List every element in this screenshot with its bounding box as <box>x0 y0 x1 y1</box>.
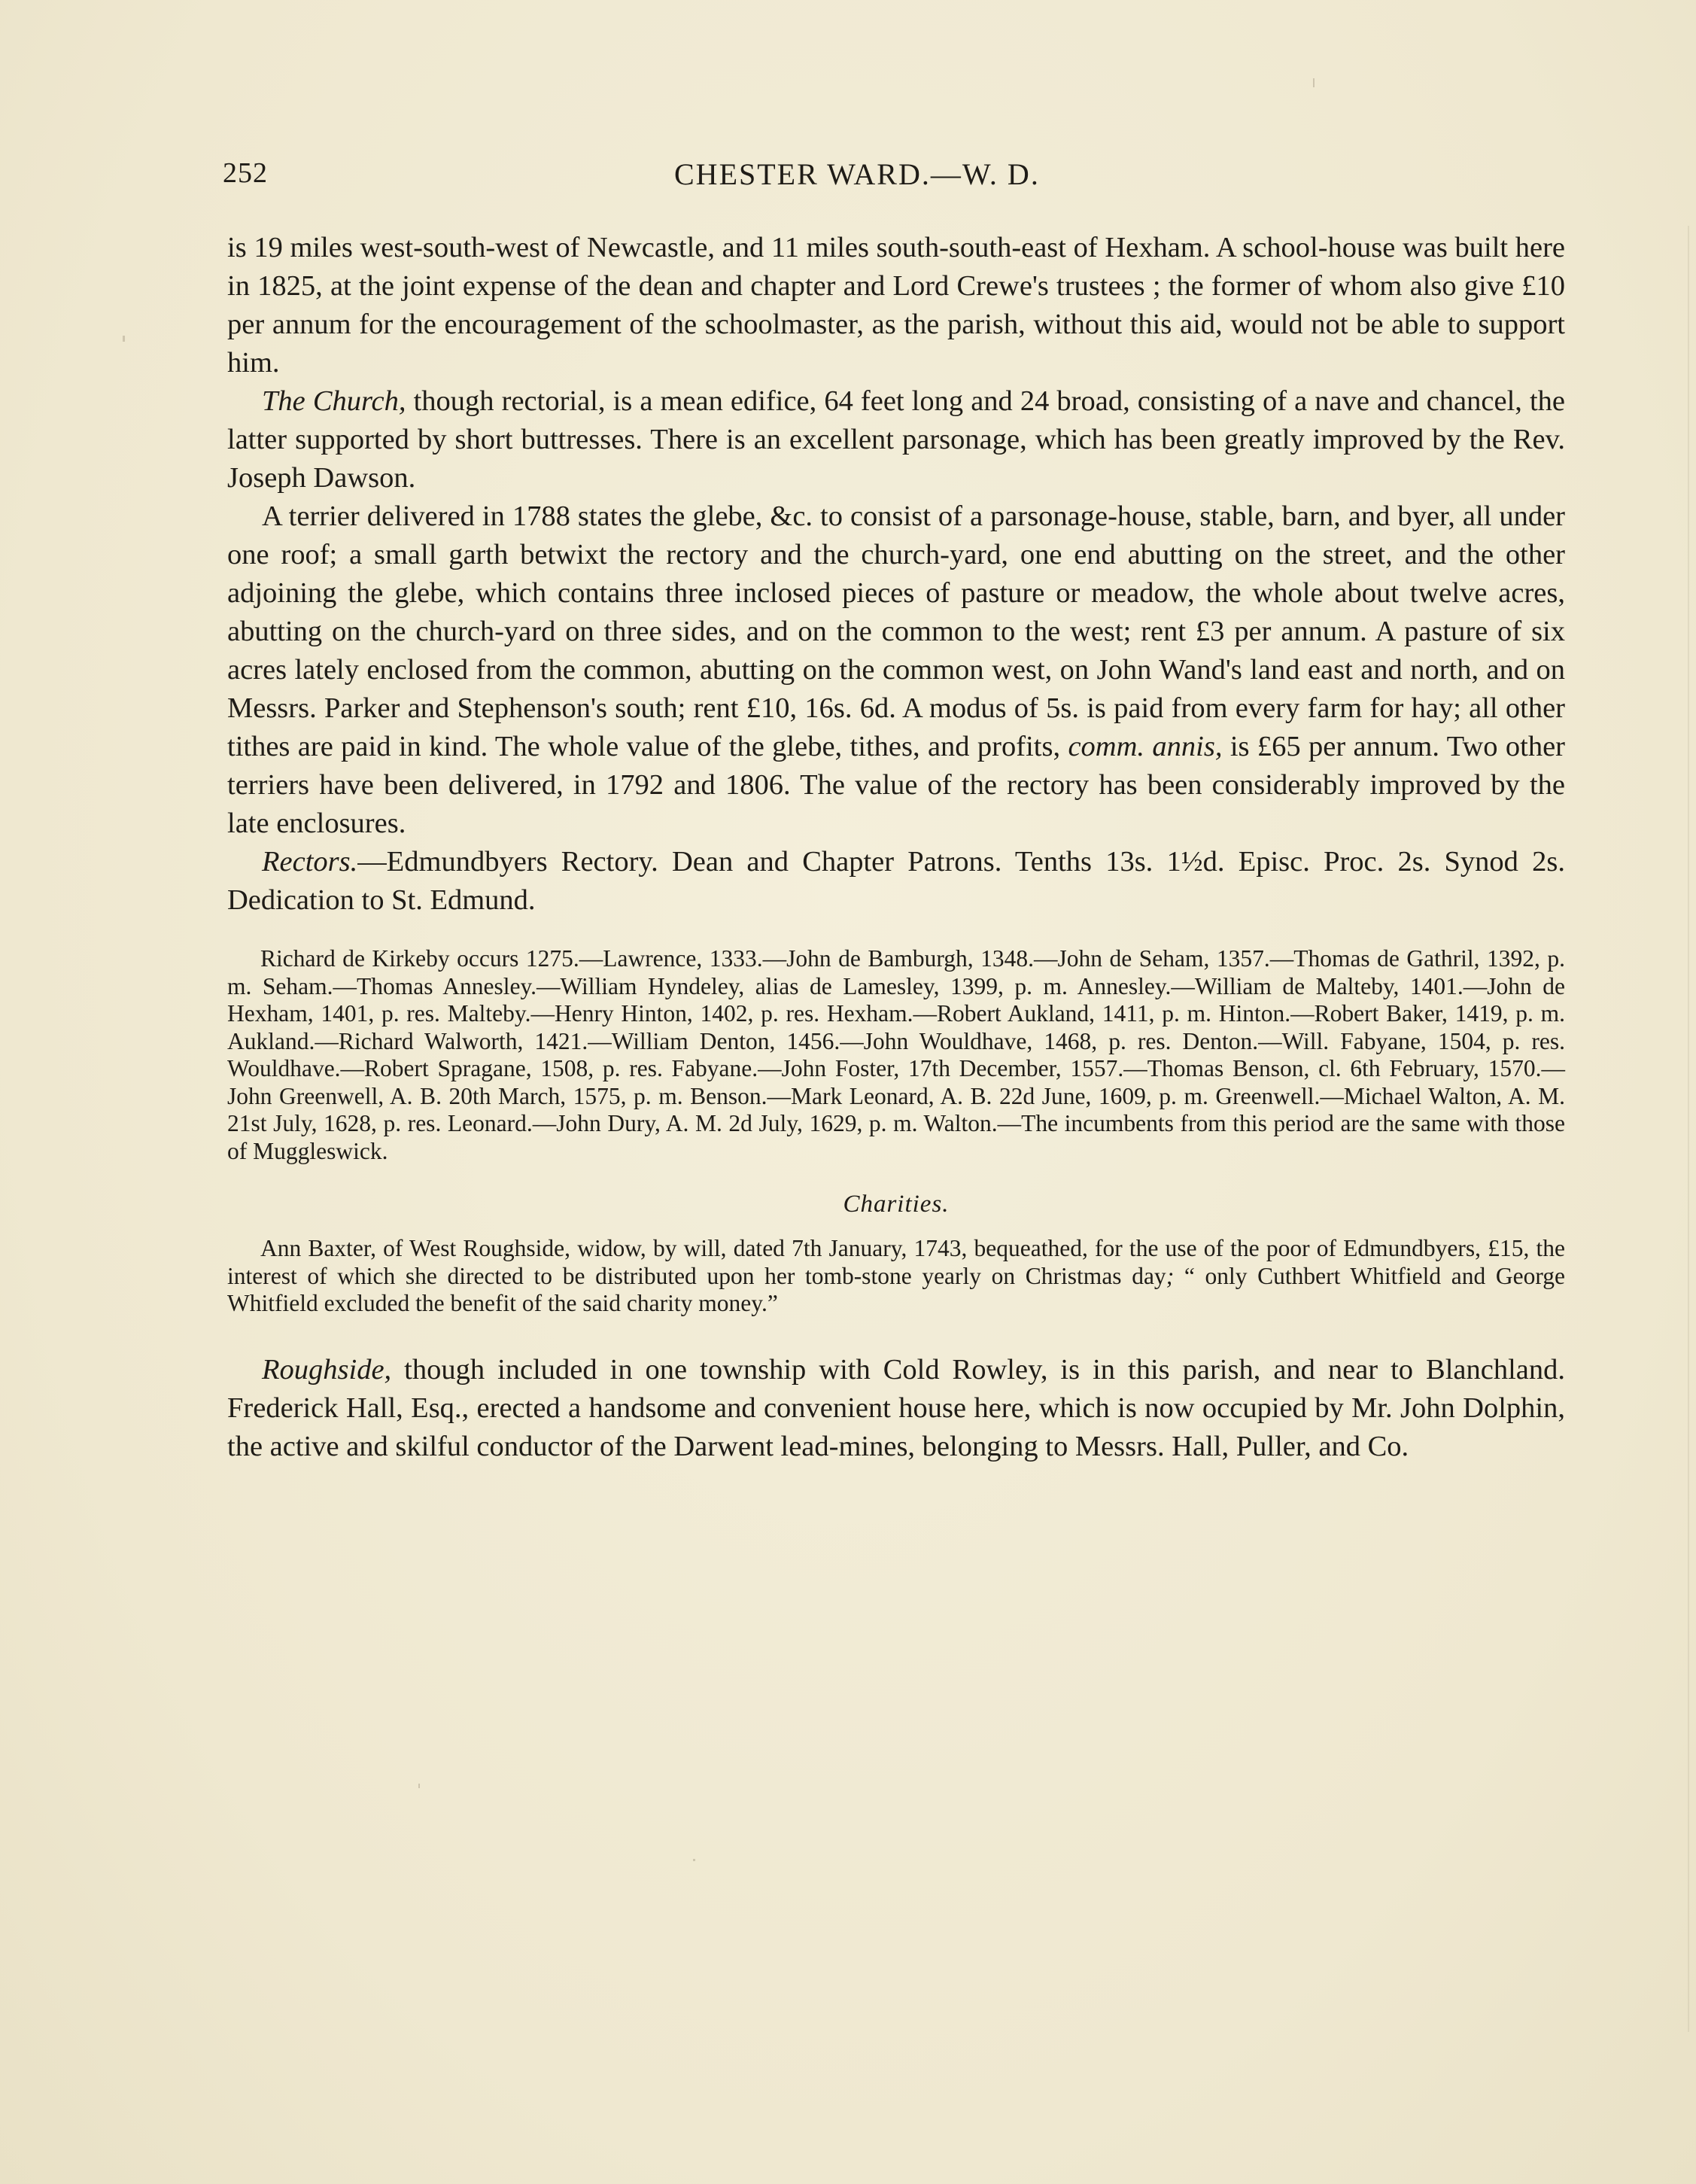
charity-text-a: Ann Baxter, of West Roughside, widow, by will, dated 7th January, 1743, bequeathed, for the use of the poor of Edmundbyers, £15, the interest of which she directed to be distributed upon her tomb-stone yearly on Christmas day <box>227 1235 1565 1289</box>
charity-text-b: “ only Cuthbert Whitfield and George Whitfield excluded the benefit of the said charity money.” <box>227 1262 1565 1316</box>
scan-speck <box>1688 226 1689 2032</box>
church-lead: The Church, <box>262 385 406 417</box>
scan-speck <box>123 336 125 342</box>
rectors-lead: Rectors. <box>262 846 358 878</box>
terrier-text-a: A terrier delivered in 1788 states the glebe, &c. to consist of a parsonage-house, stable, barn, and byer, all under one roof; a small garth betwixt the rectory and the church-yard, one end abutting on the street, and the other adjoining the glebe, which contains three inclosed pieces of pasture or meadow, the whole about twelve acres, abutting on the church-yard on three sides, and on the common to the west; rent £3 per annum. A pasture of six acres lately enclosed from the common, abutting on the common west, on John Wand's land east and north, and on Messrs. Parker and Stephenson's south; rent £10, 16s. 6d. A modus of 5s. is paid from every farm for hay; all other tithes are paid in kind. The whole value of the glebe, tithes, and profits, <box>227 500 1565 762</box>
charities-heading: Charities. <box>843 1191 950 1218</box>
charity-baxter <box>227 1235 1565 1318</box>
page-number: 252 <box>223 157 268 189</box>
rectors-intro-text: —Edmundbyers Rectory. Dean and Chapter Patrons. Tenths 13s. 1½d. Episc. Proc. 2s. Synod 2s. Dedication to St. Edmund. <box>227 846 1565 916</box>
scan-speck <box>1313 78 1315 87</box>
church-text: though rectorial, is a mean edifice, 64 feet long and 24 broad, consisting of a nave and chancel, the latter supported by short buttresses. There is an excellent parsonage, which has been greatly improved by the Rev. Joseph Dawson. <box>227 385 1565 494</box>
paragraph-schoolhouse: is 19 miles west-south-west of Newcastle, and 11 miles south-south-east of Hexham. A school-house was built here in 1825, at the joint expense of the dean and chapter and Lord Crewe's trustees ; the former of whom also give £10 per annum for the encouragement of the schoolmaster, as the parish, without this aid, would not be able to support him. <box>227 232 1565 379</box>
roughside-text: though included in one township with Cold Rowley, is in this parish, and near to Blanchland. Frederick Hall, Esq., erected a handsome and convenient house here, which is now occupied by Mr. John Dolphin, the active and skilful conductor of the Darwent lead-mines, belonging to Messrs. Hall, Puller, and Co. <box>227 1353 1565 1462</box>
page-body <box>227 229 1565 1466</box>
page-header <box>223 157 1570 202</box>
paragraph-terrier <box>227 497 1565 843</box>
scan-speck <box>693 1859 695 1861</box>
paragraph-rectors-intro <box>227 843 1565 920</box>
terrier-text-b: is £65 per annum. Two other terriers have been delivered, in 1792 and 1806. The value of the rectory has been considerably improved by the late enclosures. <box>227 731 1565 839</box>
paragraph-roughside <box>227 1351 1565 1466</box>
running-head: CHESTER WARD.—W. D. <box>674 157 1040 191</box>
terrier-italic: comm. annis, <box>1068 731 1223 762</box>
paragraph-church <box>227 382 1565 497</box>
charity-semicolon: ; <box>1166 1262 1175 1289</box>
rectors-list: Richard de Kirkeby occurs 1275.—Lawrence, 1333.—John de Bamburgh, 1348.—John de Seham, 1357.—Thomas de Gathril, 1392, p. m. Seham.—Thomas Annesley.—William Hyndeley, alias de Lamesley, 1399, p. m. Annesley.—William de Malteby, 1401.—John de Hexham, 1401, p. res. Malteby.—Henry Hinton, 1402, p. res. Hexham.—Robert Aukland, 1411, p. m. Hinton.—Robert Baker, 1419, p. m. Aukland.—Richard Walworth, 1421.—William Denton, 1456.—John Wouldhave, 1468, p. res. Denton.—Will. Fabyane, 1504, p. res. Wouldhave.—Robert Spragane, 1508, p. res. Fabyane.—John Foster, 17th December, 1557.—Thomas Benson, cl. 6th February, 1570.—John Greenwell, A. B. 20th March, 1575, p. m. Benson.—Mark Leonard, A. B. 22d June, 1609, p. m. Greenwell.—Michael Walton, A. M. 21st July, 1628, p. res. Leonard.—John Dury, A. M. 2d July, 1629, p. m. Walton.—The incumbents from this period are the same with those of Muggleswick. <box>227 945 1565 1164</box>
roughside-lead: Roughside, <box>262 1353 392 1386</box>
scan-speck <box>418 1784 420 1788</box>
